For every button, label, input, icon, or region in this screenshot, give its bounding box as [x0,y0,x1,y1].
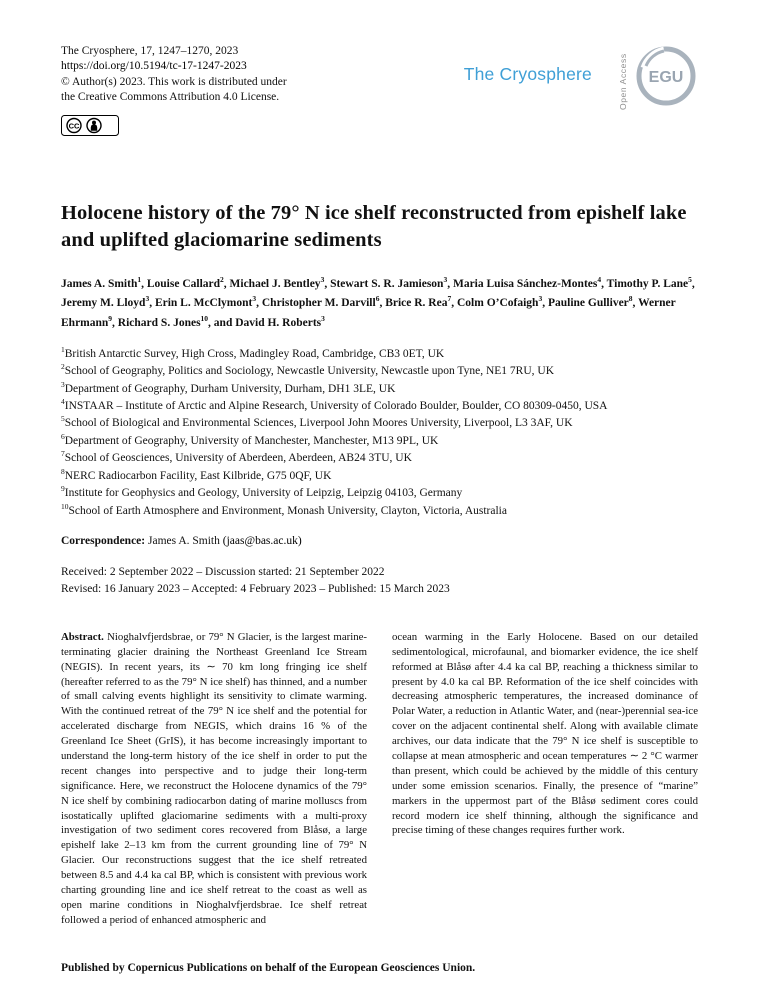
abstract [61,630,698,928]
author-name: Louise Callard$^2$, [146,274,230,290]
abstract-column-left [61,630,367,928]
abstract-text-right: ocean warming in the Early Holocene. Based on our detailed sedimentological, microfaunal, and biomarker evidence, the ice shelf reformed at Blåsø after 4.4 ka cal BP, reaching a thickness similar to present by 4.0 ka cal BP. Reformation of the ice shelf coincides with decreasing atmospheric temperatures, the increased dominance of Polar Water, a reduction in Atlantic Water, and (near-)perennial sea-ice cover on the adjacent continental shelf. Along with available climate archives, our data indicate that the 79° N ice shelf is susceptible to collapse at mean atmospheric and ocean temperatures ∼ 2 °C warmer than present, which could be achieved by the middle of this century under some emission scenarios. Finally, the presence of “marine” markers in the uppermost part of the Blåsø sediment cores could record modern ice shelf thinning, although the significance and precise timing of these changes requires further work. [392,630,698,837]
affiliation-line: $^9$Institute for Geophysics and Geology, University of Leipzig, Leipzig 04103, Germany [61,484,463,500]
author-name: and David H. Roberts$^3$ [213,314,325,329]
citation-block [61,44,287,136]
author-name: Brice R. Rea$^7$, [385,294,457,310]
cc-by-icon [61,115,119,136]
affiliation-line: $^2$School of Geography, Politics and Sociology, Newcastle University, Newcastle upon Tyne, NE1 7RU, UK [61,362,554,377]
author-name: Pauline Gulliver$^8$, [547,294,639,310]
paper-title: Holocene history of the 79° N ice shelf reconstructed from epishelf lake and uplifted glaciomarine sediments [61,201,687,251]
svg-text:CC: CC [68,121,80,131]
abstract-label: Abstract. [61,630,104,643]
correspondence-author: James A. Smith [148,535,220,548]
correspondence-email-link[interactable]: (jaas@bas.ac.uk) [222,535,302,548]
journal-citation: The Cryosphere, 17, 1247–1270, 2023 [61,45,239,57]
doi-link[interactable]: https://doi.org/10.5194/tc-17-1247-2023 [61,60,247,73]
author-name: Maria Luisa Sánchez-Montes$^4$, [452,274,607,290]
author-name: Timothy P. Lane$^5$, [606,274,695,290]
affiliation-line: $^7$School of Geosciences, University of Aberdeen, Aberdeen, AB24 3TU, UK [61,449,412,465]
author-name: Erin L. McClymont$^3$, [154,294,262,310]
correspondence-line [61,535,698,547]
svg-text:EGU: EGU [648,69,684,86]
dates-block [61,564,698,597]
author-name: James A. Smith$^1$, [61,274,147,290]
affiliation-line: $^8$NERC Radiocarbon Facility, East Kilbride, G75 0QF, UK [61,466,332,482]
journal-logo-text: The Cryosphere [463,64,592,84]
license-line-2: the Creative Commons Attribution 4.0 License. [61,91,280,104]
affiliation-line: $^5$School of Biological and Environmental Sciences, Liverpool John Moores University, Liverpool, L3 3AF, UK [61,414,573,430]
open-access-label: Open Access [618,53,628,110]
affiliation-line: $^{10}$School of Earth Atmosphere and Environment, Monash University, Clayton, Victoria, Australia [61,501,507,517]
abstract-column-right [392,630,698,928]
author-name: Michael J. Bentley$^3$, [229,274,331,290]
author-name: Colm O’Cofaigh$^3$, [456,294,548,310]
affiliation-line: $^1$British Antarctic Survey, High Cross, Madingley Road, Cambridge, CB3 0ET, UK [61,344,445,360]
revised-line: Revised: 16 January 2023 – Accepted: 4 February 2023 – Published: 15 March 2023 [61,582,450,595]
abstract-text-left: Nioghalvfjerdsbrae, or 79° N Glacier, is the largest marine-terminating glacier draining the Northeast Greenland Ice Stream (NEGIS). In recent years, its ∼ 70 km long fringing ice shelf (hereafter referred to as the 79° N ice shelf) has thinned, and a number of small calving events highlight its sensitivity to climate warming. With the continued retreat of the 79° N ice shelf and the potential for accelerated discharge from NEGIS, which drains 16 % of the Greenland Ice Sheet (GrIS), it has become increasingly important to understand the long-term history of the ice shelf in order to put the recent changes into perspective and to judge their long-term significance. Here, we reconstruct the Holocene dynamics of the 79° N ice shelf by combining radiocarbon dating of marine molluscs from isostatically uplifted glaciomarine sediments with a multi-proxy investigation of two sediment cores recovered from Blåsø, a large epishelf lake 2–13 km from the current grounding line of 79° N Glacier. Our reconstructions suggest that the ice shelf retreated between 8.5 and 4.4 ka cal BP, which is consistent with previous work charting grounding line and ice shelf retreat to the coast as well as open marine conditions in Nioghalvfjerdsbrae. Ice shelf retreat followed a period of enhanced atmospheric and [61,630,367,926]
author-name: Stewart S. R. Jamieson$^3$, [330,274,453,290]
authors-line [61,274,698,333]
author-name: Christopher M. Darvill$^6$, [261,294,386,310]
author-name: Richard S. Jones$^{10}$, [117,314,214,329]
egu-logo-icon [634,44,698,108]
egu-logo [634,44,698,108]
affiliation-line: $^4$INSTAAR – Institute of Arctic and Alpine Research, University of Colorado Boulder, Boulder, CO 80309-0450, USA [61,397,608,412]
affiliations [61,345,698,520]
received-line: Received: 2 September 2022 – Discussion started: 21 September 2022 [61,566,385,579]
affiliation-line: $^3$Department of Geography, Durham University, Durham, DH1 3LE, UK [61,379,396,395]
correspondence-label: Correspondence: [61,535,146,548]
header [61,44,698,136]
journal-branding [464,44,698,110]
affiliation-line: $^6$Department of Geography, University of Manchester, Manchester, M13 9PL, UK [61,431,439,447]
author-name: Jeremy M. Lloyd$^3$, [61,294,155,310]
publisher-footer: Published by Copernicus Publications on behalf of the European Geosciences Union. [61,962,476,974]
license-line-1: © Author(s) 2023. This work is distributed under [61,75,287,88]
author-name: Werner Ehrmann$^9$, [61,297,676,329]
cc-by-badge[interactable] [61,115,119,136]
